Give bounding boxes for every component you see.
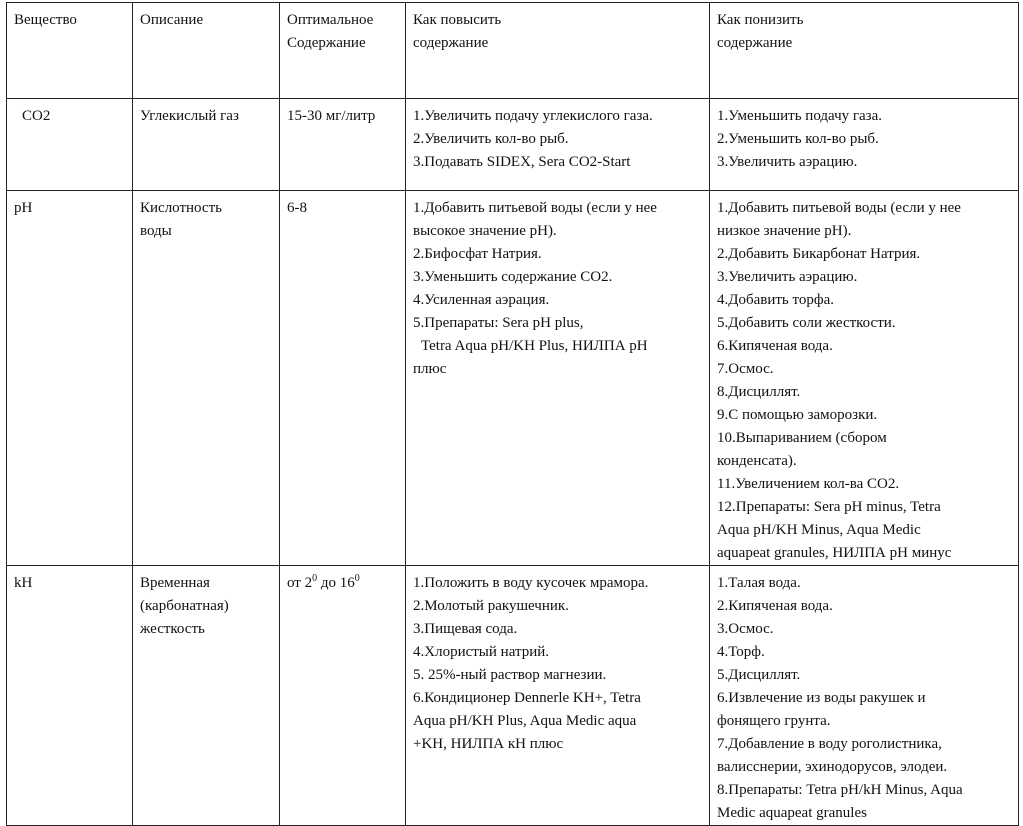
cell-substance: [7, 99, 133, 191]
list-item: 5. 25%-ный раствор магнезии.: [413, 667, 607, 683]
list-item: Aqua pH/KH Plus, Aqua Medic aqua: [413, 713, 637, 729]
cell-optimal: [280, 566, 406, 826]
list-item: 10.Выпариванием (сбором: [717, 430, 887, 446]
list-item: 6.Извлечение из воды ракушек и: [717, 690, 926, 706]
description-line: жесткость: [140, 621, 205, 637]
cell-substance: [7, 566, 133, 826]
cell-description: [133, 566, 280, 826]
substance-label: pH: [14, 200, 33, 216]
list-item: 3.Увеличить аэрацию.: [717, 154, 858, 170]
list-item: 2.Увеличить кол-во рыб.: [413, 131, 569, 147]
description-line: (карбонатная): [140, 598, 229, 614]
list-item: 2.Молотый ракушечник.: [413, 598, 569, 614]
list-item: 2.Уменьшить кол-во рыб.: [717, 131, 879, 147]
degree-sup: 0: [312, 573, 318, 584]
optimal-value: 6-8: [287, 200, 307, 216]
description-line: воды: [140, 223, 172, 239]
list-item: 1.Талая вода.: [717, 575, 801, 591]
list-item: 3.Уменьшить содержание CO2.: [413, 269, 613, 285]
list-item: 3.Увеличить аэрацию.: [717, 269, 858, 285]
header-optimal-line2: Содержание: [287, 35, 366, 51]
list-item: 3.Пищевая сода.: [413, 621, 518, 637]
description-line: Кислотность: [140, 200, 222, 216]
list-item: 2.Добавить Бикарбонат Натрия.: [717, 246, 921, 262]
list-item: валисснерии, эхинодорусов, элодеи.: [717, 759, 948, 775]
degree-sup: 0: [354, 573, 360, 584]
list-item: 2.Кипяченая вода.: [717, 598, 833, 614]
cell-decrease: [710, 99, 1019, 191]
list-item: 12.Препараты: Sera pH minus, Tetra: [717, 499, 941, 515]
list-item: Aqua pH/KH Minus, Aqua Medic: [717, 522, 921, 538]
list-item: Medic aquapeat granules: [717, 805, 867, 821]
list-item: 8.Препараты: Tetra pH/kH Minus, Aqua: [717, 782, 963, 798]
list-item: aquapeat granules, НИЛПА pH минус: [717, 545, 952, 561]
list-item: 7.Осмос.: [717, 361, 774, 377]
cell-increase: [406, 566, 710, 826]
list-item: 8.Дисциллят.: [717, 384, 801, 400]
header-decrease: [710, 3, 1019, 99]
list-item: 4.Добавить торфа.: [717, 292, 835, 308]
header-substance-label: Вещество: [14, 12, 77, 28]
description-line: Временная: [140, 575, 210, 591]
table-row-co2: [7, 99, 1019, 191]
cell-increase: [406, 99, 710, 191]
list-item: 5.Препараты: Sera pH plus,: [413, 315, 584, 331]
list-item: 1.Положить в воду кусочек мрамора.: [413, 575, 649, 591]
cell-decrease: [710, 566, 1019, 826]
list-item: 5.Дисциллят.: [717, 667, 801, 683]
list-item: 4.Торф.: [717, 644, 765, 660]
list-item: 6.Кипяченая вода.: [717, 338, 833, 354]
list-item: 1.Уменьшить подачу газа.: [717, 108, 883, 124]
list-item: 6.Кондиционер Dennerle KH+, Tetra: [413, 690, 641, 706]
list-item: 3.Подавать SIDEX, Sera CO2-Start: [413, 154, 631, 170]
substance-label: kH: [14, 575, 33, 591]
table-header-row: [7, 3, 1019, 99]
cell-description: [133, 99, 280, 191]
list-item: 1.Добавить питьевой воды (если у нее: [717, 200, 961, 216]
header-description-label: Описание: [140, 12, 204, 28]
list-item: плюс: [413, 361, 447, 377]
list-item: 2.Бифосфат Натрия.: [413, 246, 542, 262]
cell-optimal: [280, 191, 406, 566]
list-item: 1.Увеличить подачу углекислого газа.: [413, 108, 653, 124]
list-item: 7.Добавление в воду роголистника,: [717, 736, 942, 752]
list-item: конденсата).: [717, 453, 797, 469]
description-text: Углекислый газ: [140, 108, 239, 124]
optimal-value: [287, 572, 399, 595]
table-row-kh: [7, 566, 1019, 826]
cell-description: [133, 191, 280, 566]
list-item: +KH, НИЛПА кН плюс: [413, 736, 564, 752]
header-optimal-line1: Оптимальное: [287, 12, 374, 28]
header-increase-line2: содержание: [413, 35, 489, 51]
water-parameters-table: [6, 2, 1019, 826]
header-increase-line1: Как повысить: [413, 12, 502, 28]
header-substance: [7, 3, 133, 99]
header-increase: [406, 3, 710, 99]
list-item: 1.Добавить питьевой воды (если у нее: [413, 200, 657, 216]
header-optimal: [280, 3, 406, 99]
table-row-ph: [7, 191, 1019, 566]
list-item: фонящего грунта.: [717, 713, 831, 729]
list-item: 11.Увеличением кол-ва CO2.: [717, 476, 900, 492]
optimal-mid: до 16: [317, 575, 355, 591]
list-item: 9.С помощью заморозки.: [717, 407, 878, 423]
cell-increase: [406, 191, 710, 566]
cell-optimal: [280, 99, 406, 191]
header-decrease-line2: содержание: [717, 35, 793, 51]
substance-label: CO2: [22, 108, 51, 124]
cell-decrease: [710, 191, 1019, 566]
optimal-prefix: от 2: [287, 575, 313, 591]
optimal-value: 15-30 мг/литр: [287, 108, 376, 124]
list-item: 4.Усиленная аэрация.: [413, 292, 550, 308]
list-item: 4.Хлористый натрий.: [413, 644, 550, 660]
list-item: низкое значение pH).: [717, 223, 852, 239]
list-item: Tetra Aqua pH/KH Plus, НИЛПА pH: [421, 338, 648, 354]
list-item: высокое значение pH).: [413, 223, 557, 239]
list-item: 5.Добавить соли жесткости.: [717, 315, 896, 331]
header-decrease-line1: Как понизить: [717, 12, 804, 28]
cell-substance: [7, 191, 133, 566]
header-description: [133, 3, 280, 99]
list-item: 3.Осмос.: [717, 621, 774, 637]
